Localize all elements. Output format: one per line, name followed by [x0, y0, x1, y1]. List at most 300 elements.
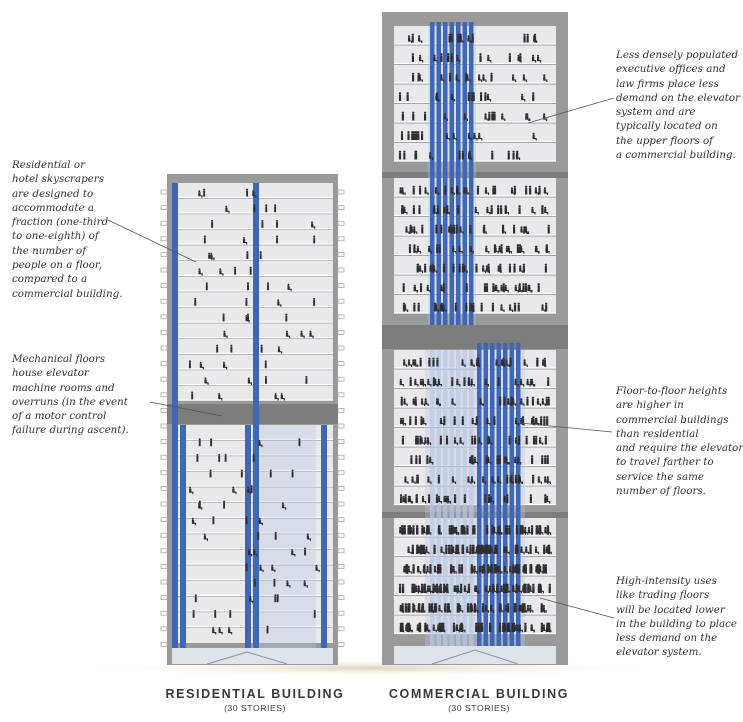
person-head	[456, 624, 458, 626]
person-head	[436, 494, 438, 496]
person-head	[422, 379, 424, 381]
person-head	[446, 133, 448, 135]
person-body	[516, 528, 518, 535]
person-head	[416, 525, 418, 527]
person-head	[543, 74, 545, 76]
person-head	[482, 476, 484, 478]
person-head	[536, 564, 538, 566]
person-head	[315, 565, 317, 567]
balcony-right	[338, 190, 344, 194]
ground-shadow	[70, 659, 670, 677]
balcony-right	[338, 206, 344, 210]
person-body	[415, 419, 417, 425]
balcony-left	[161, 284, 167, 288]
elevator-shaft	[430, 22, 435, 325]
person-body	[525, 286, 527, 292]
person-head	[547, 525, 549, 527]
note-line: the number of	[12, 244, 87, 257]
person-head	[450, 225, 452, 227]
person-head	[193, 610, 195, 612]
person-body	[449, 528, 451, 535]
person-head	[446, 436, 448, 438]
person-head	[543, 566, 545, 568]
person-body	[413, 188, 415, 194]
balcony-left	[161, 237, 167, 241]
person-head	[507, 398, 509, 400]
person-head	[198, 268, 200, 270]
person-head	[210, 253, 212, 255]
person-head	[408, 496, 410, 498]
person-body	[469, 227, 471, 233]
person-body	[489, 625, 491, 632]
person-head	[428, 494, 430, 496]
person-head	[518, 303, 520, 305]
person-head	[495, 285, 497, 287]
person-head	[512, 151, 514, 153]
person-head	[469, 603, 471, 605]
person-head	[539, 525, 541, 527]
person-head	[414, 285, 416, 287]
person-head	[403, 283, 405, 285]
person-head	[482, 265, 484, 267]
person-body	[530, 567, 532, 574]
person-head	[419, 186, 421, 188]
person-head	[525, 546, 527, 548]
person-body	[428, 360, 430, 366]
person-head	[463, 377, 465, 379]
person-body	[491, 567, 493, 574]
person-head	[485, 455, 487, 457]
person-head	[471, 379, 473, 381]
person-head	[416, 264, 418, 266]
elevator-shaft	[437, 22, 442, 325]
person-head	[490, 605, 492, 607]
person-body	[477, 625, 479, 632]
person-head	[526, 113, 528, 115]
note-line: a commercial building.	[616, 149, 736, 162]
person-head	[419, 455, 421, 457]
person-head	[477, 186, 479, 188]
person-body	[216, 347, 218, 353]
note-line: hotel skyscrapers	[12, 173, 104, 186]
person-body	[314, 612, 316, 618]
person-head	[425, 546, 427, 548]
mechanical-floor	[167, 404, 338, 424]
person-head	[412, 53, 414, 55]
person-body	[403, 286, 405, 292]
person-head	[500, 244, 502, 246]
person-body	[409, 419, 411, 425]
person-head	[462, 151, 464, 153]
person-body	[545, 438, 547, 444]
person-head	[505, 359, 507, 361]
person-head	[547, 377, 549, 379]
person-body	[405, 497, 407, 503]
person-body	[402, 438, 404, 444]
person-head	[419, 265, 421, 267]
person-head	[413, 398, 415, 400]
balcony-left	[161, 393, 167, 397]
balcony-left	[161, 221, 167, 225]
person-head	[313, 235, 315, 237]
person-body	[275, 534, 277, 540]
person-body	[414, 134, 416, 140]
person-head	[540, 416, 542, 418]
person-head	[472, 418, 474, 420]
person-head	[412, 359, 414, 361]
person-head	[401, 397, 403, 399]
person-head	[498, 566, 500, 568]
person-head	[253, 454, 255, 456]
person-head	[418, 605, 420, 607]
person-head	[523, 34, 525, 36]
elevator-shaft	[469, 22, 474, 325]
person-body	[517, 247, 519, 253]
person-head	[403, 398, 405, 400]
person-body	[500, 208, 502, 214]
balcony-right	[338, 533, 344, 537]
person-head	[219, 627, 221, 629]
person-head	[516, 525, 518, 527]
person-body	[477, 188, 479, 194]
elevator-shaft	[477, 343, 482, 646]
person-head	[473, 133, 475, 135]
floor	[172, 355, 333, 369]
person-head	[492, 584, 494, 586]
person-head	[527, 605, 529, 607]
person-body	[433, 547, 435, 554]
person-body	[411, 586, 413, 593]
person-head	[544, 207, 546, 209]
person-head	[461, 564, 463, 566]
person-head	[469, 225, 471, 227]
person-body	[261, 222, 263, 228]
person-body	[535, 438, 537, 444]
balcony-right	[338, 549, 344, 553]
person-head	[443, 264, 445, 266]
person-head	[404, 494, 406, 496]
person-head	[460, 525, 462, 527]
note-line: system and are	[616, 106, 696, 119]
person-head	[403, 303, 405, 305]
person-head	[409, 416, 411, 418]
person-body	[401, 134, 403, 140]
person-body	[518, 438, 520, 444]
person-body	[506, 497, 508, 503]
person-body	[413, 208, 415, 214]
person-head	[497, 205, 499, 207]
person-head	[520, 246, 522, 248]
person-body	[189, 362, 191, 368]
person-body	[532, 399, 534, 405]
person-head	[253, 549, 255, 551]
balcony-left	[161, 502, 167, 506]
person-body	[225, 456, 227, 462]
person-body	[218, 456, 220, 462]
person-head	[544, 187, 546, 189]
person-head	[537, 55, 539, 57]
person-head	[450, 34, 452, 36]
person-body	[412, 56, 414, 62]
person-body	[411, 134, 413, 140]
person-head	[438, 496, 440, 498]
elevator-shaft	[463, 22, 468, 325]
person-head	[210, 438, 212, 440]
person-body	[260, 253, 262, 259]
person-head	[277, 594, 279, 596]
person-head	[422, 496, 424, 498]
person-body	[532, 95, 534, 101]
person-head	[542, 359, 544, 361]
person-head	[413, 244, 415, 246]
person-head	[488, 494, 490, 496]
note-line: machine rooms and	[12, 381, 115, 394]
person-head	[271, 565, 273, 567]
person-head	[401, 187, 403, 189]
note-line: in the building to place	[616, 617, 738, 630]
person-body	[546, 399, 548, 405]
person-head	[259, 518, 261, 520]
person-head	[448, 34, 450, 36]
note-line: executive offices and	[616, 63, 726, 76]
person-head	[415, 585, 417, 587]
person-head	[407, 546, 409, 548]
person-body	[454, 419, 456, 425]
person-head	[505, 285, 507, 287]
person-head	[421, 131, 423, 133]
person-body	[533, 438, 535, 444]
person-body	[486, 528, 488, 535]
person-head	[438, 475, 440, 477]
person-body	[223, 503, 225, 509]
person-head	[463, 187, 465, 189]
person-body	[451, 380, 453, 386]
person-head	[413, 205, 415, 207]
person-body	[479, 56, 481, 62]
person-head	[531, 525, 533, 527]
person-head	[515, 418, 517, 420]
person-body	[490, 75, 492, 81]
person-body	[541, 625, 543, 632]
person-head	[428, 358, 430, 360]
person-body	[439, 625, 441, 632]
person-head	[421, 437, 423, 439]
person-body	[506, 528, 508, 535]
person-body	[452, 266, 454, 272]
person-head	[546, 416, 548, 418]
balcony-right	[338, 268, 344, 272]
person-head	[519, 605, 521, 607]
person-head	[281, 393, 283, 395]
person-head	[511, 187, 513, 189]
person-head	[413, 303, 415, 305]
person-body	[509, 56, 511, 62]
person-head	[194, 298, 196, 300]
person-head	[440, 285, 442, 287]
person-body	[446, 208, 448, 214]
person-head	[417, 303, 419, 305]
person-head	[438, 379, 440, 381]
person-head	[440, 74, 442, 76]
person-head	[204, 533, 206, 535]
person-head	[234, 267, 236, 269]
person-body	[399, 153, 401, 159]
person-head	[485, 379, 487, 381]
person-body	[464, 497, 466, 503]
person-body	[403, 305, 405, 311]
person-head	[246, 516, 248, 518]
person-body	[253, 456, 255, 462]
balcony-left	[161, 408, 167, 412]
person-body	[475, 266, 477, 272]
elevator-shaft	[497, 343, 502, 646]
person-head	[524, 359, 526, 361]
person-head	[491, 564, 493, 566]
person-head	[429, 457, 431, 459]
person-body	[246, 518, 248, 524]
person-head	[411, 131, 413, 133]
person-head	[486, 207, 488, 209]
person-head	[505, 605, 507, 607]
note-line: service the same	[616, 470, 704, 483]
person-body	[446, 586, 448, 593]
residential-stories: (30 STORIES)	[224, 703, 286, 713]
person-body	[276, 222, 278, 228]
person-head	[412, 545, 414, 547]
person-head	[287, 284, 289, 286]
balcony-right	[338, 237, 344, 241]
residential-label: RESIDENTIAL BUILDING	[165, 687, 345, 701]
balcony-left	[161, 440, 167, 444]
person-head	[259, 565, 261, 567]
person-body	[541, 458, 543, 464]
person-head	[458, 151, 460, 153]
person-head	[503, 546, 505, 548]
person-head	[475, 264, 477, 266]
person-head	[411, 226, 413, 228]
person-body	[305, 378, 307, 384]
floor	[172, 370, 333, 384]
person-head	[274, 594, 276, 596]
elevator-shaft	[516, 343, 521, 646]
person-body	[210, 440, 212, 446]
person-head	[523, 74, 525, 76]
person-head	[427, 585, 429, 587]
balcony-left	[161, 455, 167, 459]
person-head	[470, 304, 472, 306]
person-body	[536, 528, 538, 535]
person-head	[460, 34, 462, 36]
person-body	[462, 153, 464, 159]
person-body	[465, 305, 467, 311]
person-head	[504, 624, 506, 626]
person-head	[531, 379, 533, 381]
person-head	[517, 55, 519, 57]
person-head	[545, 246, 547, 248]
person-head	[544, 358, 546, 360]
person-body	[503, 360, 505, 366]
person-body	[480, 625, 482, 632]
person-body	[456, 188, 458, 194]
person-body	[443, 286, 445, 292]
person-body	[456, 227, 458, 233]
person-head	[482, 603, 484, 605]
person-body	[538, 286, 540, 292]
person-head	[499, 455, 501, 457]
person-body	[509, 438, 511, 444]
person-head	[223, 501, 225, 503]
person-head	[515, 285, 517, 287]
person-body	[454, 497, 456, 503]
person-head	[461, 624, 463, 626]
person-head	[536, 358, 538, 360]
person-body	[536, 360, 538, 366]
balcony-right	[338, 580, 344, 584]
person-head	[437, 205, 439, 207]
balcony-left	[161, 424, 167, 428]
person-head	[246, 189, 248, 191]
person-head	[459, 605, 461, 607]
person-head	[469, 457, 471, 459]
person-head	[427, 437, 429, 439]
person-body	[299, 440, 301, 446]
person-body	[538, 586, 540, 593]
person-head	[531, 624, 533, 626]
person-head	[223, 362, 225, 364]
note-trading-floors	[616, 574, 737, 660]
person-body	[450, 547, 452, 554]
person-body	[536, 567, 538, 574]
person-head	[501, 585, 503, 587]
person-body	[472, 547, 474, 554]
person-head	[541, 623, 543, 625]
person-head	[451, 53, 453, 55]
person-head	[520, 226, 522, 228]
person-body	[257, 534, 259, 540]
note-line: are designed to	[12, 187, 94, 200]
person-body	[483, 567, 485, 574]
person-head	[400, 418, 402, 420]
person-body	[446, 438, 448, 444]
person-body	[488, 497, 490, 503]
person-body	[408, 625, 410, 632]
balcony-right	[338, 346, 344, 350]
person-head	[417, 73, 419, 75]
person-body	[195, 596, 197, 602]
person-body	[491, 114, 493, 120]
person-head	[412, 603, 414, 605]
floor	[172, 323, 333, 337]
person-body	[519, 286, 521, 292]
person-head	[399, 92, 401, 94]
person-body	[401, 625, 403, 632]
person-body	[438, 567, 440, 574]
person-body	[214, 612, 216, 618]
person-head	[291, 549, 293, 551]
person-head	[401, 205, 403, 207]
note-line: fraction (one-third	[12, 216, 109, 229]
person-body	[525, 188, 527, 194]
person-head	[497, 476, 499, 478]
person-head	[304, 580, 306, 582]
note-line: Floor-to-floor heights	[616, 385, 728, 397]
person-head	[520, 379, 522, 381]
person-head	[499, 264, 501, 266]
person-body	[510, 399, 512, 405]
person-head	[480, 545, 482, 547]
person-body	[513, 266, 515, 272]
person-head	[270, 469, 272, 471]
